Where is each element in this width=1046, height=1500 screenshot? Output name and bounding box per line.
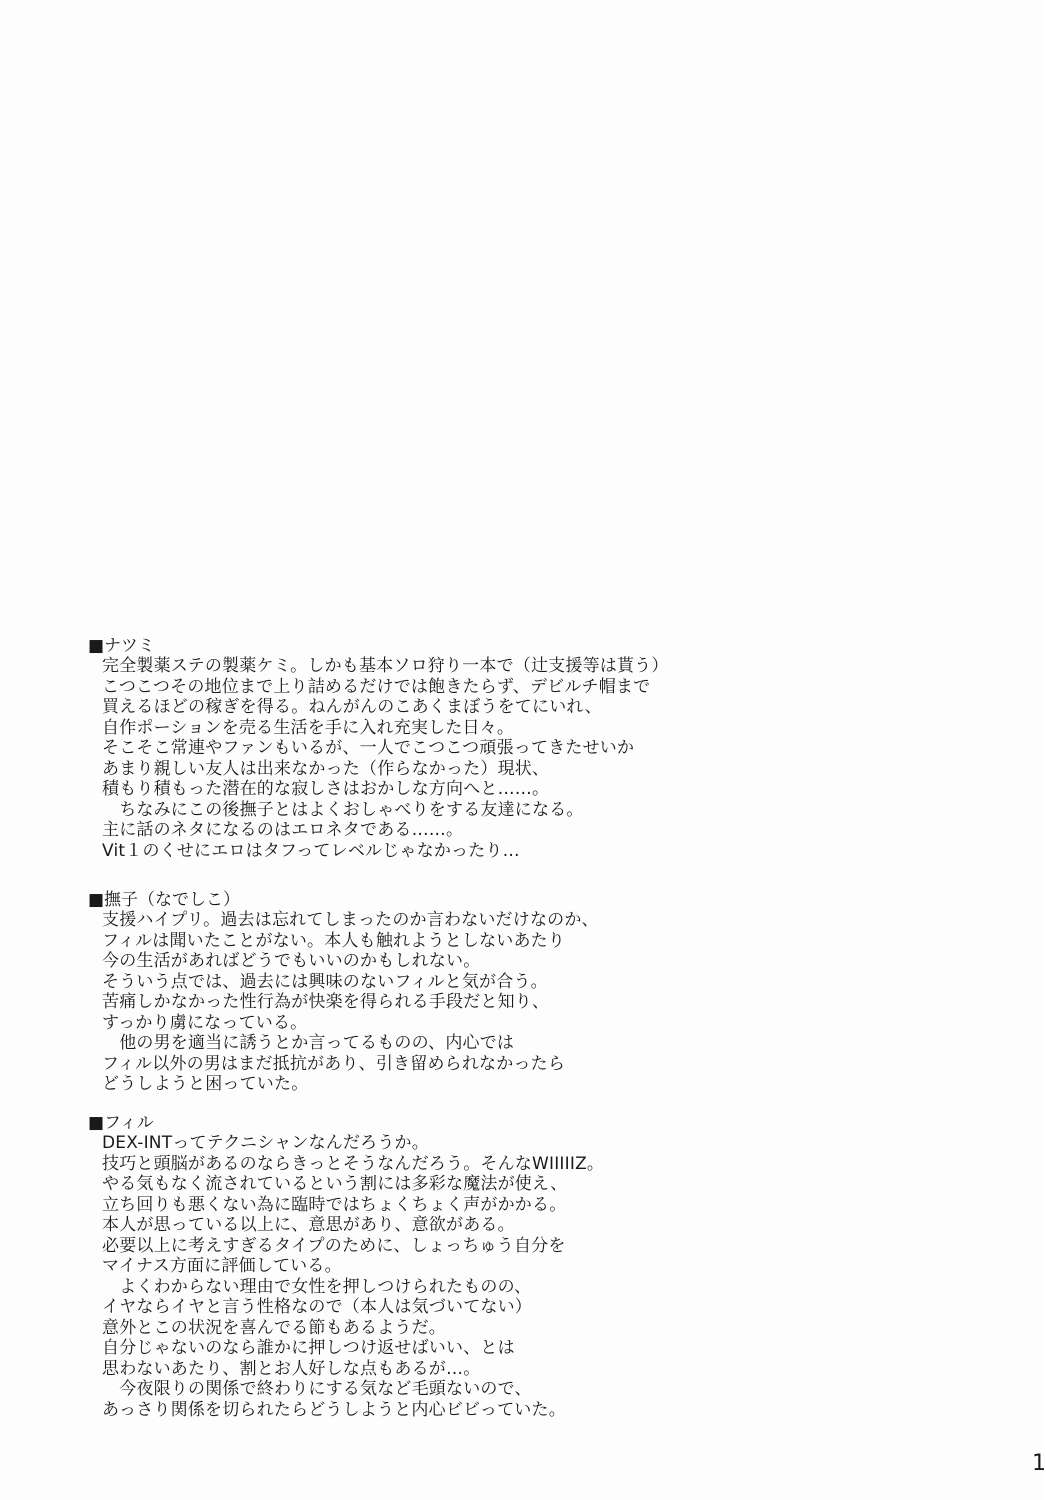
body-line: 積もり積もった潜在的な寂しさはおかしな方向へと……。 <box>102 779 550 799</box>
body-line: こつこつその地位まで上り詰めるだけでは飽きたらず、デビルチ帽まで <box>102 676 651 697</box>
body-line: よくわからない理由で女性を押しつけられたものの、 <box>102 1276 532 1297</box>
body-line: マイナス方面に評価している。 <box>102 1256 342 1276</box>
body-line: すっかり虜になっている。 <box>102 1012 308 1033</box>
body-line: 必要以上に考えすぎるタイプのために、しょっちゅう自分を <box>102 1235 566 1256</box>
section-body <box>88 656 988 861</box>
section-body <box>88 1133 988 1420</box>
body-line: DEX-INTってテクニシャンなんだろうか。 <box>102 1133 429 1153</box>
body-line: イヤならイヤと言う性格なので（本人は気づいてない） <box>102 1297 532 1317</box>
page-number: 1 <box>1032 1451 1046 1476</box>
character-profile-phil <box>88 1113 988 1420</box>
body-line: 支援ハイプリ。過去は忘れてしまったのか言わないだけなのか、 <box>102 910 599 930</box>
body-line: あまり親しい友人は出来なかった（作らなかった）現状、 <box>102 758 550 779</box>
body-line: 完全製薬ステの製薬ケミ。しかも基本ソロ狩り一本で（辻支援等は貰う） <box>102 656 669 676</box>
section-body <box>88 910 988 1095</box>
section-heading: ■フィル <box>88 1113 154 1133</box>
body-line: ちなみにこの後撫子とはよくおしゃべりをする友達になる。 <box>102 799 584 820</box>
body-line: Vit１のくせにエロはタフってレベルじゃなかったり… <box>102 840 520 861</box>
body-line: そういう点では、過去には興味のないフィルと気が合う。 <box>102 971 548 992</box>
body-line: 思わないあたり、割とお人好しな点もあるが…。 <box>102 1358 481 1379</box>
character-profile-natsumi <box>88 636 988 861</box>
body-line: フィル以外の男はまだ抵抗があり、引き留められなかったら <box>102 1053 566 1074</box>
body-line: 今夜限りの関係で終わりにする気など毛頭ないので、 <box>102 1379 532 1399</box>
body-line: 主に話のネタになるのはエロネタである……。 <box>102 820 464 840</box>
section-heading: ■撫子（なでしこ） <box>88 890 241 910</box>
body-line: 本人が思っている以上に、意思があり、意欲がある。 <box>102 1215 515 1235</box>
body-line: 買えるほどの稼ぎを得る。ねんがんのこあくまぼうをてにいれ、 <box>102 697 602 717</box>
body-line: 今の生活があればどうでもいいのかもしれない。 <box>102 951 481 971</box>
body-line: どうしようと困っていた。 <box>102 1074 309 1094</box>
section-heading: ■ナツミ <box>88 636 155 656</box>
body-line: 自作ポーションを売る生活を手に入れ充実した日々。 <box>102 717 515 738</box>
body-line: フィルは聞いたことがない。本人も触れようとしないあたり <box>102 930 566 951</box>
body-line: そこそこ常連やファンもいるが、一人でこつこつ頑張ってきたせいか <box>102 738 635 758</box>
body-line: 立ち回りも悪くない為に臨時ではちょくちょく声がかかる。 <box>102 1194 567 1215</box>
character-profile-nadeshiko <box>88 890 988 1095</box>
body-line: 技巧と頭脳があるのならきっとそうなんだろう。そんなWIIIIIZ。 <box>102 1153 605 1174</box>
body-line: あっさり関係を切られたらどうしようと内心ビビっていた。 <box>102 1399 566 1420</box>
body-line: 意外とこの状況を喜んでる節もあるようだ。 <box>102 1317 446 1338</box>
body-line: 苦痛しかなかった性行為が快楽を得られる手段だと知り、 <box>102 992 550 1012</box>
body-line: 自分じゃないのなら誰かに押しつけ返せばいい、とは <box>102 1338 515 1358</box>
body-line: 他の男を適当に誘うとか言ってるものの、内心では <box>102 1033 515 1053</box>
body-line: やる気もなく流されているという割には多彩な魔法が使え、 <box>102 1174 568 1194</box>
